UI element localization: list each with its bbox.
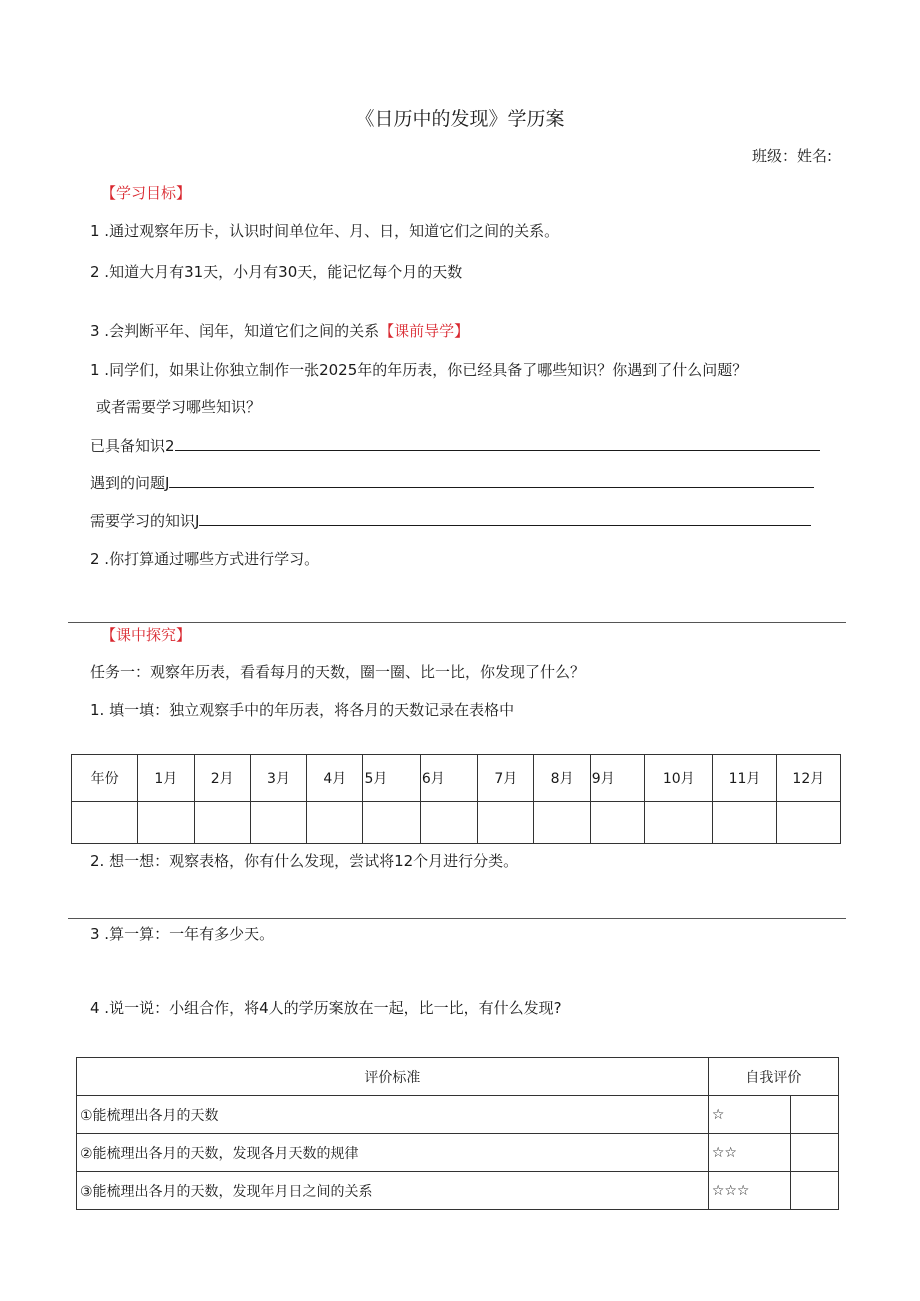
month-header-cell: 2月 xyxy=(194,755,250,802)
eval-criteria: ①能梳理出各月的天数 xyxy=(77,1096,709,1134)
eval-blank[interactable] xyxy=(790,1134,838,1172)
month-header-cell: 10月 xyxy=(645,755,713,802)
month-header-row xyxy=(72,755,841,802)
step-discuss: 4 .说一说：小组合作，将4人的学历案放在一起，比一比，有什么发现? xyxy=(90,999,562,1017)
divider-line-2 xyxy=(68,918,846,919)
month-header-cell: 1月 xyxy=(138,755,194,802)
preview-question-1-cont: 或者需要学习哪些知识？ xyxy=(96,398,262,416)
section-preview-heading: 【课前导学】 xyxy=(379,322,470,340)
answer-blank-known[interactable] xyxy=(175,436,820,451)
eval-row xyxy=(77,1134,839,1172)
days-cell[interactable] xyxy=(478,802,534,844)
eval-header-criteria: 评价标准 xyxy=(77,1058,709,1096)
month-header-cell: 4月 xyxy=(307,755,363,802)
answer-blank-to-learn[interactable] xyxy=(199,511,811,526)
month-header-cell: 8月 xyxy=(534,755,590,802)
days-cell[interactable] xyxy=(307,802,363,844)
preview-question-2: 2 .你打算通过哪些方式进行学习。 xyxy=(90,550,320,568)
fill-label-to-learn: 需要学习的知识J xyxy=(90,512,200,530)
days-cell[interactable] xyxy=(250,802,306,844)
goal-item-2: 2 .知道大月有31天，小月有30天，能记忆每个月的天数 xyxy=(90,263,463,281)
fill-label-problems: 遇到的问题J xyxy=(90,474,170,492)
eval-criteria: ②能梳理出各月的天数，发现各月天数的规律 xyxy=(77,1134,709,1172)
days-cell[interactable] xyxy=(713,802,776,844)
goal-item-3-line xyxy=(90,320,469,341)
section-goals-heading: 【学习目标】 xyxy=(101,184,192,202)
month-days-row[interactable] xyxy=(72,802,841,844)
month-header-cell: 6月 xyxy=(420,755,477,802)
step-fill-in: 1. 填一填：独立观察手中的年历表，将各月的天数记录在表格中 xyxy=(90,701,515,719)
month-header-year: 年份 xyxy=(72,755,138,802)
month-header-cell: 9月 xyxy=(590,755,644,802)
month-days-table xyxy=(71,754,841,844)
eval-row xyxy=(77,1096,839,1134)
step-think: 2. 想一想：观察表格，你有什么发现，尝试将12个月进行分类。 xyxy=(90,852,519,870)
eval-row xyxy=(77,1172,839,1210)
goal-item-3: 3 .会判断平年、闰年，知道它们之间的关系 xyxy=(90,322,380,340)
days-cell[interactable] xyxy=(138,802,194,844)
eval-stars[interactable]: ☆ xyxy=(708,1096,790,1134)
days-cell[interactable] xyxy=(645,802,713,844)
task-one: 任务一：观察年历表，看看每月的天数，圈一圈、比一比，你发现了什么？ xyxy=(90,663,586,681)
fill-label-known: 已具备知识2 xyxy=(90,437,175,455)
month-header-cell: 12月 xyxy=(776,755,840,802)
days-cell[interactable] xyxy=(420,802,477,844)
answer-blank-problems[interactable] xyxy=(169,473,814,488)
eval-stars[interactable]: ☆☆ xyxy=(708,1134,790,1172)
days-cell[interactable] xyxy=(534,802,590,844)
month-header-cell: 11月 xyxy=(713,755,776,802)
month-header-cell: 3月 xyxy=(250,755,306,802)
evaluation-table xyxy=(76,1057,839,1210)
page-title: 《日历中的发现》学历案 xyxy=(355,108,565,130)
month-header-cell: 5月 xyxy=(363,755,420,802)
eval-header-row xyxy=(77,1058,839,1096)
days-cell-year[interactable] xyxy=(72,802,138,844)
fill-line-known[interactable] xyxy=(90,435,820,456)
fill-line-to-learn[interactable] xyxy=(90,510,811,531)
days-cell[interactable] xyxy=(363,802,420,844)
fill-line-problems[interactable] xyxy=(90,472,814,493)
eval-blank[interactable] xyxy=(790,1096,838,1134)
divider-line xyxy=(68,622,846,623)
month-header-cell: 7月 xyxy=(478,755,534,802)
step-calculate: 3 .算一算：一年有多少天。 xyxy=(90,925,275,943)
eval-criteria: ③能梳理出各月的天数，发现年月日之间的关系 xyxy=(77,1172,709,1210)
section-inclass-heading: 【课中探究】 xyxy=(101,626,192,644)
preview-question-1: 1 .同学们，如果让你独立制作一张2025年的年历表，你已经具备了哪些知识？你遇到了什么问题？ xyxy=(90,361,748,379)
eval-blank[interactable] xyxy=(790,1172,838,1210)
goal-item-1: 1 .通过观察年历卡，认识时间单位年、月、日，知道它们之间的关系。 xyxy=(90,222,560,240)
days-cell[interactable] xyxy=(194,802,250,844)
eval-stars[interactable]: ☆☆☆ xyxy=(708,1172,790,1210)
class-name-label: 班级：姓名: xyxy=(752,147,833,165)
eval-header-self: 自我评价 xyxy=(708,1058,838,1096)
days-cell[interactable] xyxy=(590,802,644,844)
days-cell[interactable] xyxy=(776,802,840,844)
